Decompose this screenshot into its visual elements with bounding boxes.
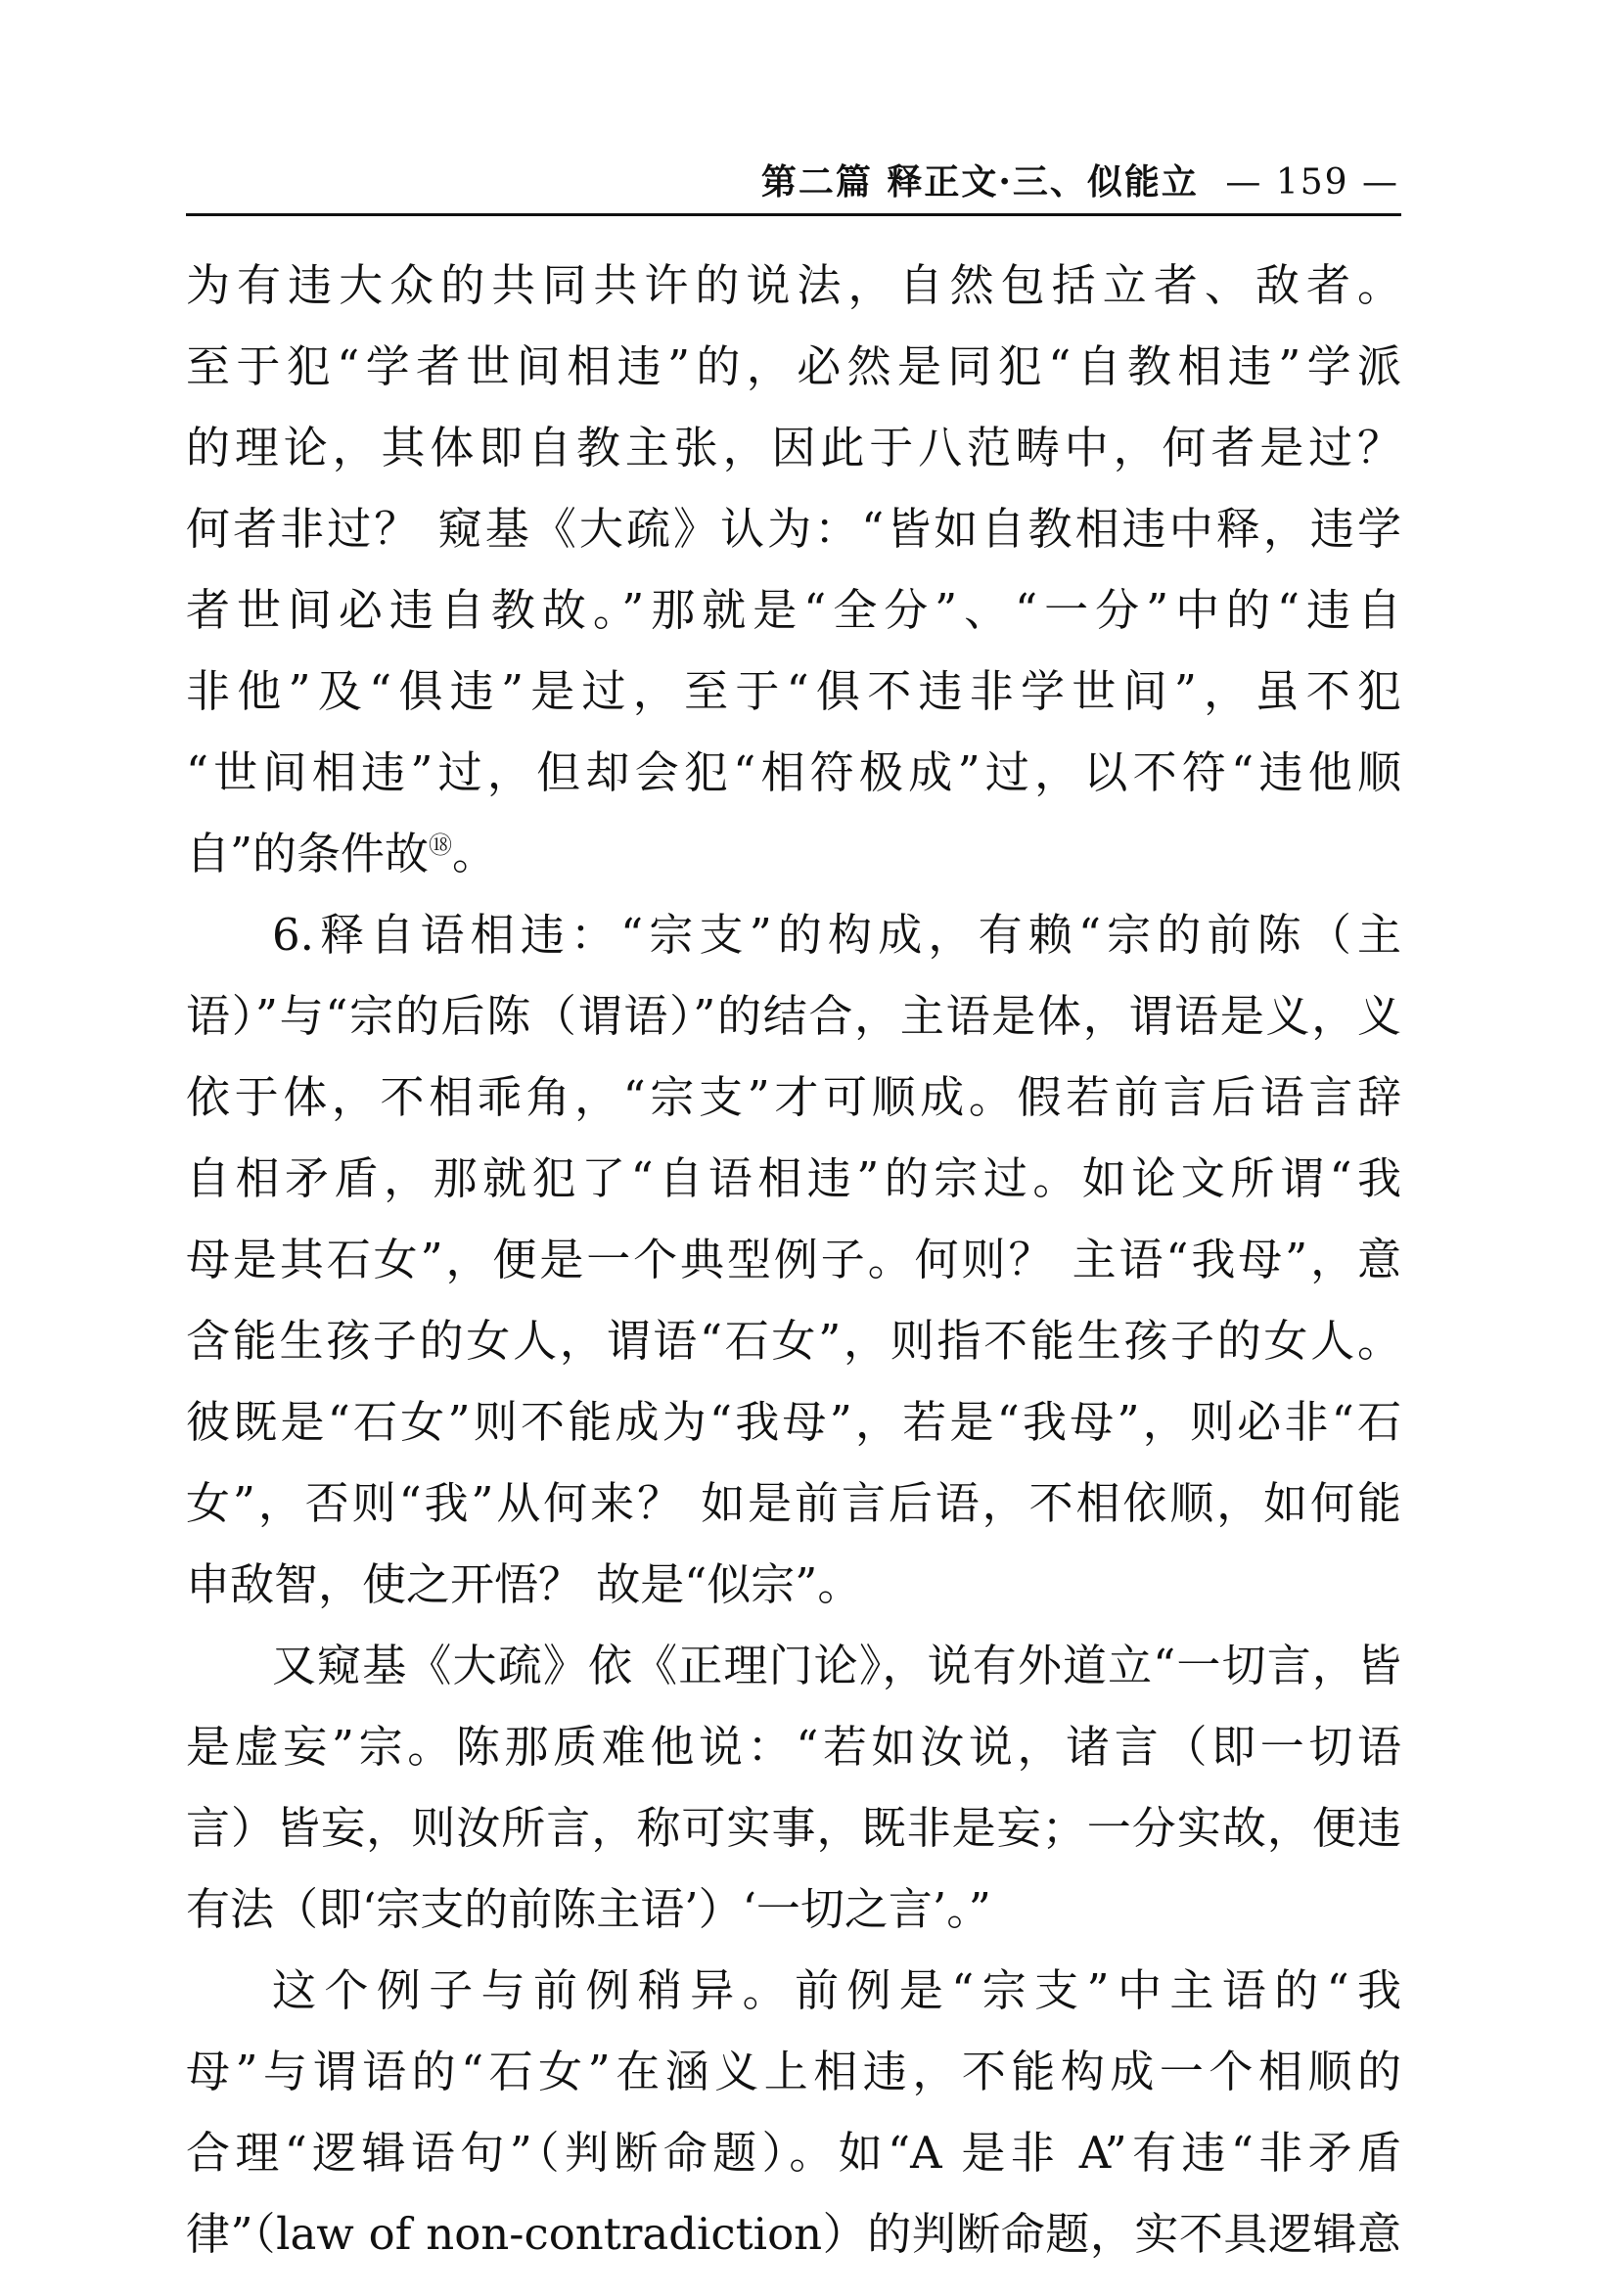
header-rule — [186, 213, 1401, 216]
text-line: 有法（即‘宗支的前陈主语’）‘一切之言’。” — [186, 1883, 991, 1935]
text-line: 6.释自语相违：“宗支”的构成，有赖“宗的前陈（主 — [272, 909, 1401, 961]
text-line — [186, 813, 1401, 894]
text-line: 至于犯“学者世间相违”的，必然是同犯“自教相违”学派 — [186, 340, 1401, 392]
text-line: 母”与谓语的“石女”在涵义上相违，不能构成一个相顺的 — [186, 2046, 1401, 2097]
text-line: 的理论，其体即自教主张，因此于八范畴中，何者是过？ — [186, 422, 1401, 473]
text-line-content: 自”的条件故 — [186, 828, 430, 879]
text-line: 自相矛盾，那就犯了“自语相违”的宗过。如论文所谓“我 — [186, 1152, 1401, 1204]
text-line: 合理“逻辑语句”（判断命题）。如“A 是非 A”有违“非矛盾 — [186, 2127, 1401, 2179]
text-line: 言）皆妄，则汝所言，称可实事，既非是妄；一分实故，便违 — [186, 1802, 1401, 1854]
running-head — [186, 155, 1399, 213]
text-line: 母是其石女”，便是一个典型例子。何则？ 主语“我母”，意 — [186, 1234, 1401, 1285]
text-line: 又窥基《大疏》依《正理门论》，说有外道立“一切言，皆 — [272, 1640, 1401, 1691]
text-line: 非他”及“俱违”是过，至于“俱不违非学世间”，虽不犯 — [186, 665, 1401, 717]
text-line: 依于体，不相乖角，“宗支”才可顺成。假若前言后语言辞 — [186, 1071, 1401, 1123]
footnote-marker: ⑱ — [429, 832, 453, 859]
text-line: 律”（law of non-contradiction）的判断命题，实不具逻辑意 — [186, 2208, 1401, 2260]
text-line: 这个例子与前例稍异。前例是“宗支”中主语的“我 — [272, 1964, 1401, 2016]
text-line: 语）”与“宗的后陈（谓语）”的结合，主语是体，谓语是义，义 — [186, 990, 1401, 1042]
chapter-title: 第二篇 释正文·三、似能立 — [760, 161, 1199, 203]
text-line-end: 。 — [452, 828, 497, 879]
text-line: 为有违大众的共同共许的说法，自然包括立者、敌者。 — [186, 259, 1401, 311]
text-line: 申敌智，使之开悟？ 故是“似宗”。 — [186, 1558, 862, 1610]
text-line: “世间相违”过，但却会犯“相符极成”过，以不符“违他顺 — [186, 746, 1401, 798]
text-line: 含能生孩子的女人，谓语“石女”，则指不能生孩子的女人。 — [186, 1315, 1401, 1367]
text-line: 是虚妄”宗。陈那质难他说：“若如汝说，诸言（即一切语 — [186, 1721, 1401, 1773]
text-line: 女”，否则“我”从何来？ 如是前言后语，不相依顺，如何能 — [186, 1477, 1401, 1529]
page-number: — 159 — — [1225, 162, 1399, 203]
text-line: 何者非过？ 窥基《大疏》认为：“皆如自教相违中释，违学 — [186, 503, 1401, 555]
text-line: 彼既是“石女”则不能成为“我母”，若是“我母”，则必非“石 — [186, 1396, 1401, 1448]
text-line: 者世间必违自教故。”那就是“全分”、“一分”中的“违自 — [186, 584, 1401, 636]
